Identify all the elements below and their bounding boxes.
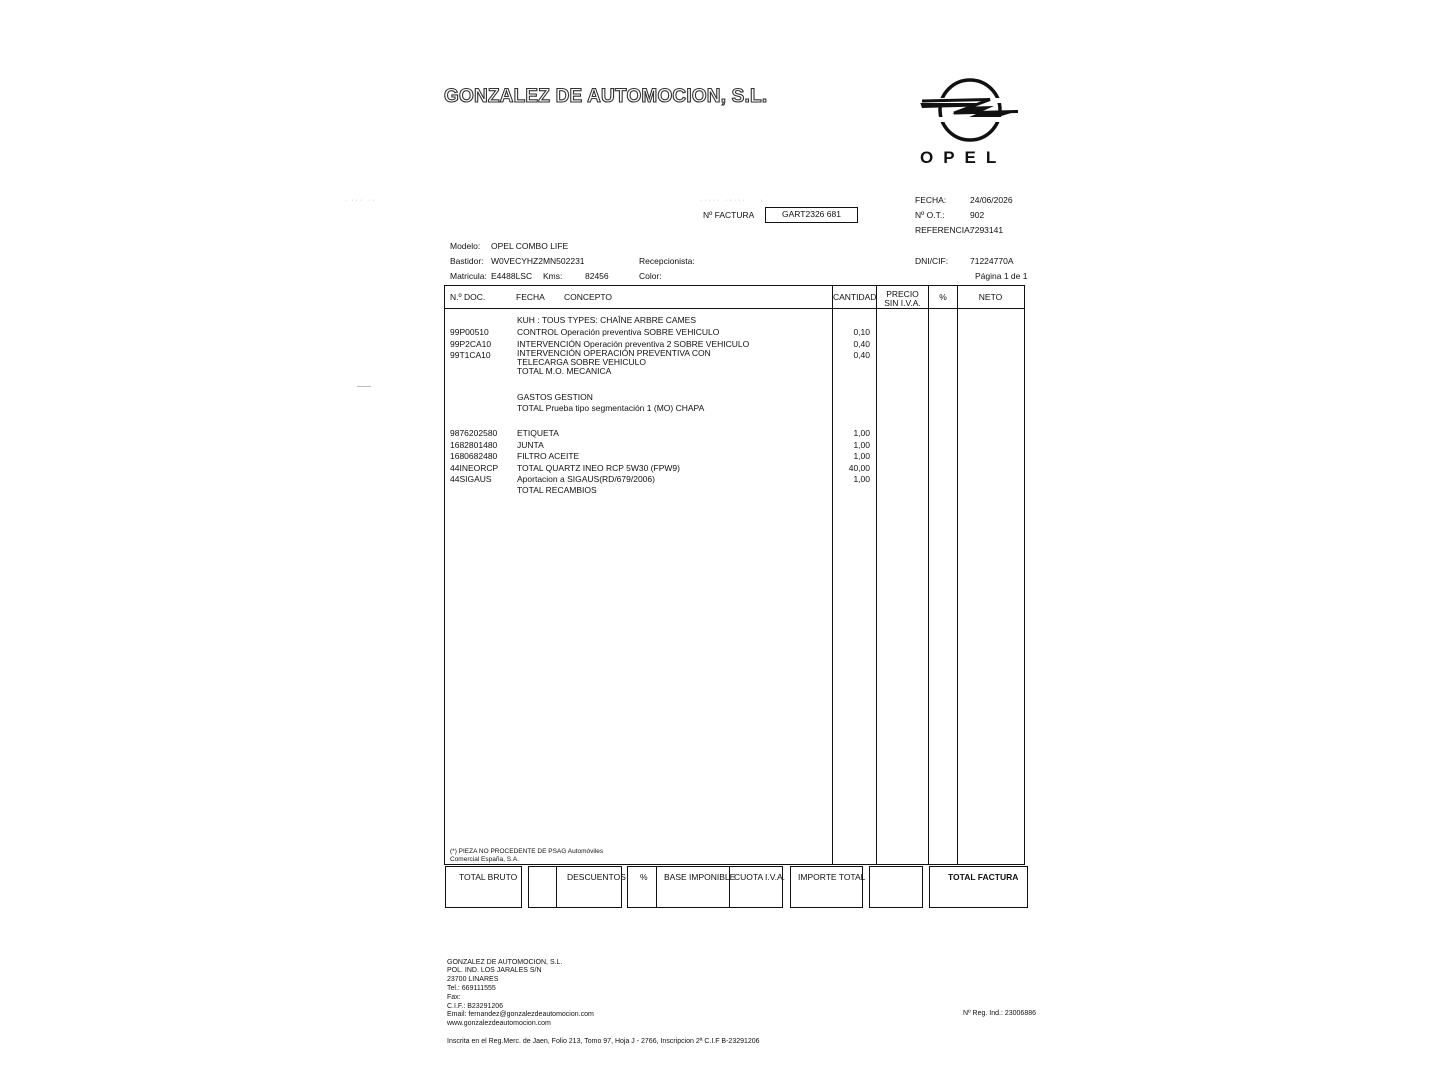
- psag-note: (*) PIEZA NO PROCEDENTE DE PSAG Automóviles Comercial España, S.A.: [450, 848, 604, 863]
- totals-divider: [556, 866, 557, 907]
- table-row-code: 44SIGAUS: [450, 474, 492, 484]
- table-row-concept: TOTAL RECAMBIOS: [517, 485, 597, 495]
- table-row-qty: 40,00: [848, 463, 870, 473]
- fecha-label: FECHA:: [915, 195, 947, 205]
- footer-line: 23700 LINARES: [447, 976, 499, 983]
- company-name: GONZALEZ DE AUTOMOCION, S.L.: [444, 86, 768, 107]
- col-divider: [876, 285, 877, 864]
- descuentos-label: DESCUENTOS: [567, 872, 626, 882]
- referencia-value: 7293141: [970, 225, 1004, 235]
- table-row-concept: JUNTA: [517, 440, 544, 450]
- kms-value: 82456: [585, 271, 609, 281]
- scan-noise: · · · · · · · · · · ·: [700, 197, 763, 204]
- factura-number-box: [765, 207, 858, 223]
- table-row-qty: 1,00: [853, 451, 870, 461]
- footer-line: C.I.F.: B23291206: [447, 1003, 504, 1010]
- opel-logo-icon: [918, 78, 1022, 148]
- col-divider: [957, 285, 958, 864]
- bastidor-value: W0VECYHZ2MN502231: [491, 256, 585, 266]
- table-row-concept: FILTRO ACEITE: [517, 451, 580, 461]
- col-divider: [832, 285, 833, 864]
- matricula-value: E4488LSC: [491, 271, 533, 281]
- registro-industrial: Nº Reg. Ind.: 23006886: [963, 1010, 1036, 1017]
- table-row-qty: 1,00: [853, 440, 870, 450]
- table-row-concept: TOTAL M.O. MECANICA: [517, 366, 612, 376]
- importe-total-label: IMPORTE TOTAL: [798, 872, 866, 882]
- kms-label: Kms:: [543, 271, 563, 281]
- table-row-concept: CONTROL Operación preventiva SOBRE VEHICULO: [517, 327, 720, 337]
- total-factura-label: TOTAL FACTURA: [948, 872, 1019, 882]
- recepcionista-label: Recepcionista:: [639, 256, 695, 266]
- modelo-label: Modelo:: [450, 241, 481, 251]
- table-row-concept: INTERVENCIÓN OPERACIÓN PREVENTIVA CON TELECARGA SOBRE VEHICULO: [517, 348, 711, 367]
- ot-value: 902: [970, 210, 985, 220]
- header-concepto: CONCEPTO: [564, 292, 613, 302]
- header-precio: PRECIO: [886, 289, 919, 299]
- table-row-code: 99P2CA10: [450, 339, 492, 349]
- header-cantidad: CANTIDAD: [833, 292, 877, 302]
- table-row-concept: ETIQUETA: [517, 428, 559, 438]
- footer-line: Fax:: [447, 994, 461, 1001]
- dni-label: DNI/CIF:: [915, 256, 949, 266]
- scan-noise: · · · · · ·: [345, 197, 375, 204]
- col-divider: [928, 285, 929, 864]
- modelo-value: OPEL COMBO LIFE: [491, 241, 569, 251]
- table-header-divider: [444, 308, 1024, 309]
- fecha-value: 24/06/2026: [970, 195, 1013, 205]
- totals-pct-label: %: [640, 872, 648, 882]
- table-row-code: 99T1CA10: [450, 350, 491, 360]
- blank-total-box: [869, 866, 923, 908]
- ot-label: Nº O.T.:: [915, 210, 945, 220]
- factura-label: Nº FACTURA: [703, 210, 755, 220]
- footer-line: Tel.: 669111555: [447, 985, 496, 992]
- table-row-code: 1682801480: [450, 440, 498, 450]
- factura-number: GART2326 681: [782, 209, 841, 219]
- table-row-concept: TOTAL QUARTZ INEO RCP 5W30 (FPW9): [517, 463, 680, 473]
- footer-line: Email: fernandez@gonzalezdeautomocion.com: [447, 1011, 594, 1018]
- table-row-concept: KUH : TOUS TYPES: CHAÎNE ARBRE CAMES: [517, 315, 697, 325]
- table-row-concept: GASTOS GESTION: [517, 392, 593, 402]
- table-row-code: 9876202580: [450, 428, 498, 438]
- brand-wordmark: OPEL: [920, 148, 1007, 167]
- table-row-qty: 1,00: [853, 428, 870, 438]
- color-label: Color:: [639, 271, 662, 281]
- table-row-qty: 0,10: [853, 327, 870, 337]
- footer-line: www.gonzalezdeautomocion.com: [447, 1020, 551, 1027]
- footer-line: GONZALEZ DE AUTOMOCION, S.L.: [447, 959, 563, 966]
- table-row-code: 1680682480: [450, 451, 498, 461]
- matricula-label: Matricula:: [450, 271, 487, 281]
- total-bruto-label: TOTAL BRUTO: [459, 872, 518, 882]
- table-row-qty: 1,00: [853, 474, 870, 484]
- table-row-code: 44INEORCP: [450, 463, 499, 473]
- referencia-label: REFERENCIA:: [915, 225, 973, 235]
- base-imponible-label: BASE IMPONIBLE: [664, 872, 736, 882]
- table-row-qty: 0,40: [853, 350, 870, 360]
- table-row-concept: Aportacion a SIGAUS(RD/679/2006): [517, 474, 655, 484]
- header-precio-sub: SIN I.V.A.: [884, 298, 921, 308]
- table-row-qty: 0,40: [853, 339, 870, 349]
- table-row-concept: INTERVENCIÓN Operación preventiva 2 SOBRE VEHICULO: [517, 339, 750, 349]
- table-row-code: 99P00510: [450, 327, 489, 337]
- registro-mercantil: Inscrita en el Reg.Merc. de Jaen, Folio 213, Tomo 97, Hoja J - 2766, Inscripcion 2ª C.I.F B-23291206: [447, 1038, 760, 1045]
- header-doc: N.º DOC.: [450, 292, 486, 302]
- table-row-concept: TOTAL Prueba tipo segmentación 1 (MO) CHAPA: [517, 403, 705, 413]
- header-pct: %: [939, 292, 947, 302]
- dni-value: 71224770A: [970, 256, 1014, 266]
- totals-divider: [656, 866, 657, 907]
- page-number: Página 1 de 1: [975, 271, 1028, 281]
- cuota-iva-label: CUOTA I.V.A.: [734, 872, 786, 882]
- header-fecha: FECHA: [516, 292, 545, 302]
- scan-noise: [357, 386, 371, 387]
- footer-line: POL. IND. LOS JARALES S/N: [447, 967, 542, 974]
- header-neto: NETO: [978, 292, 1003, 302]
- bastidor-label: Bastidor:: [450, 256, 484, 266]
